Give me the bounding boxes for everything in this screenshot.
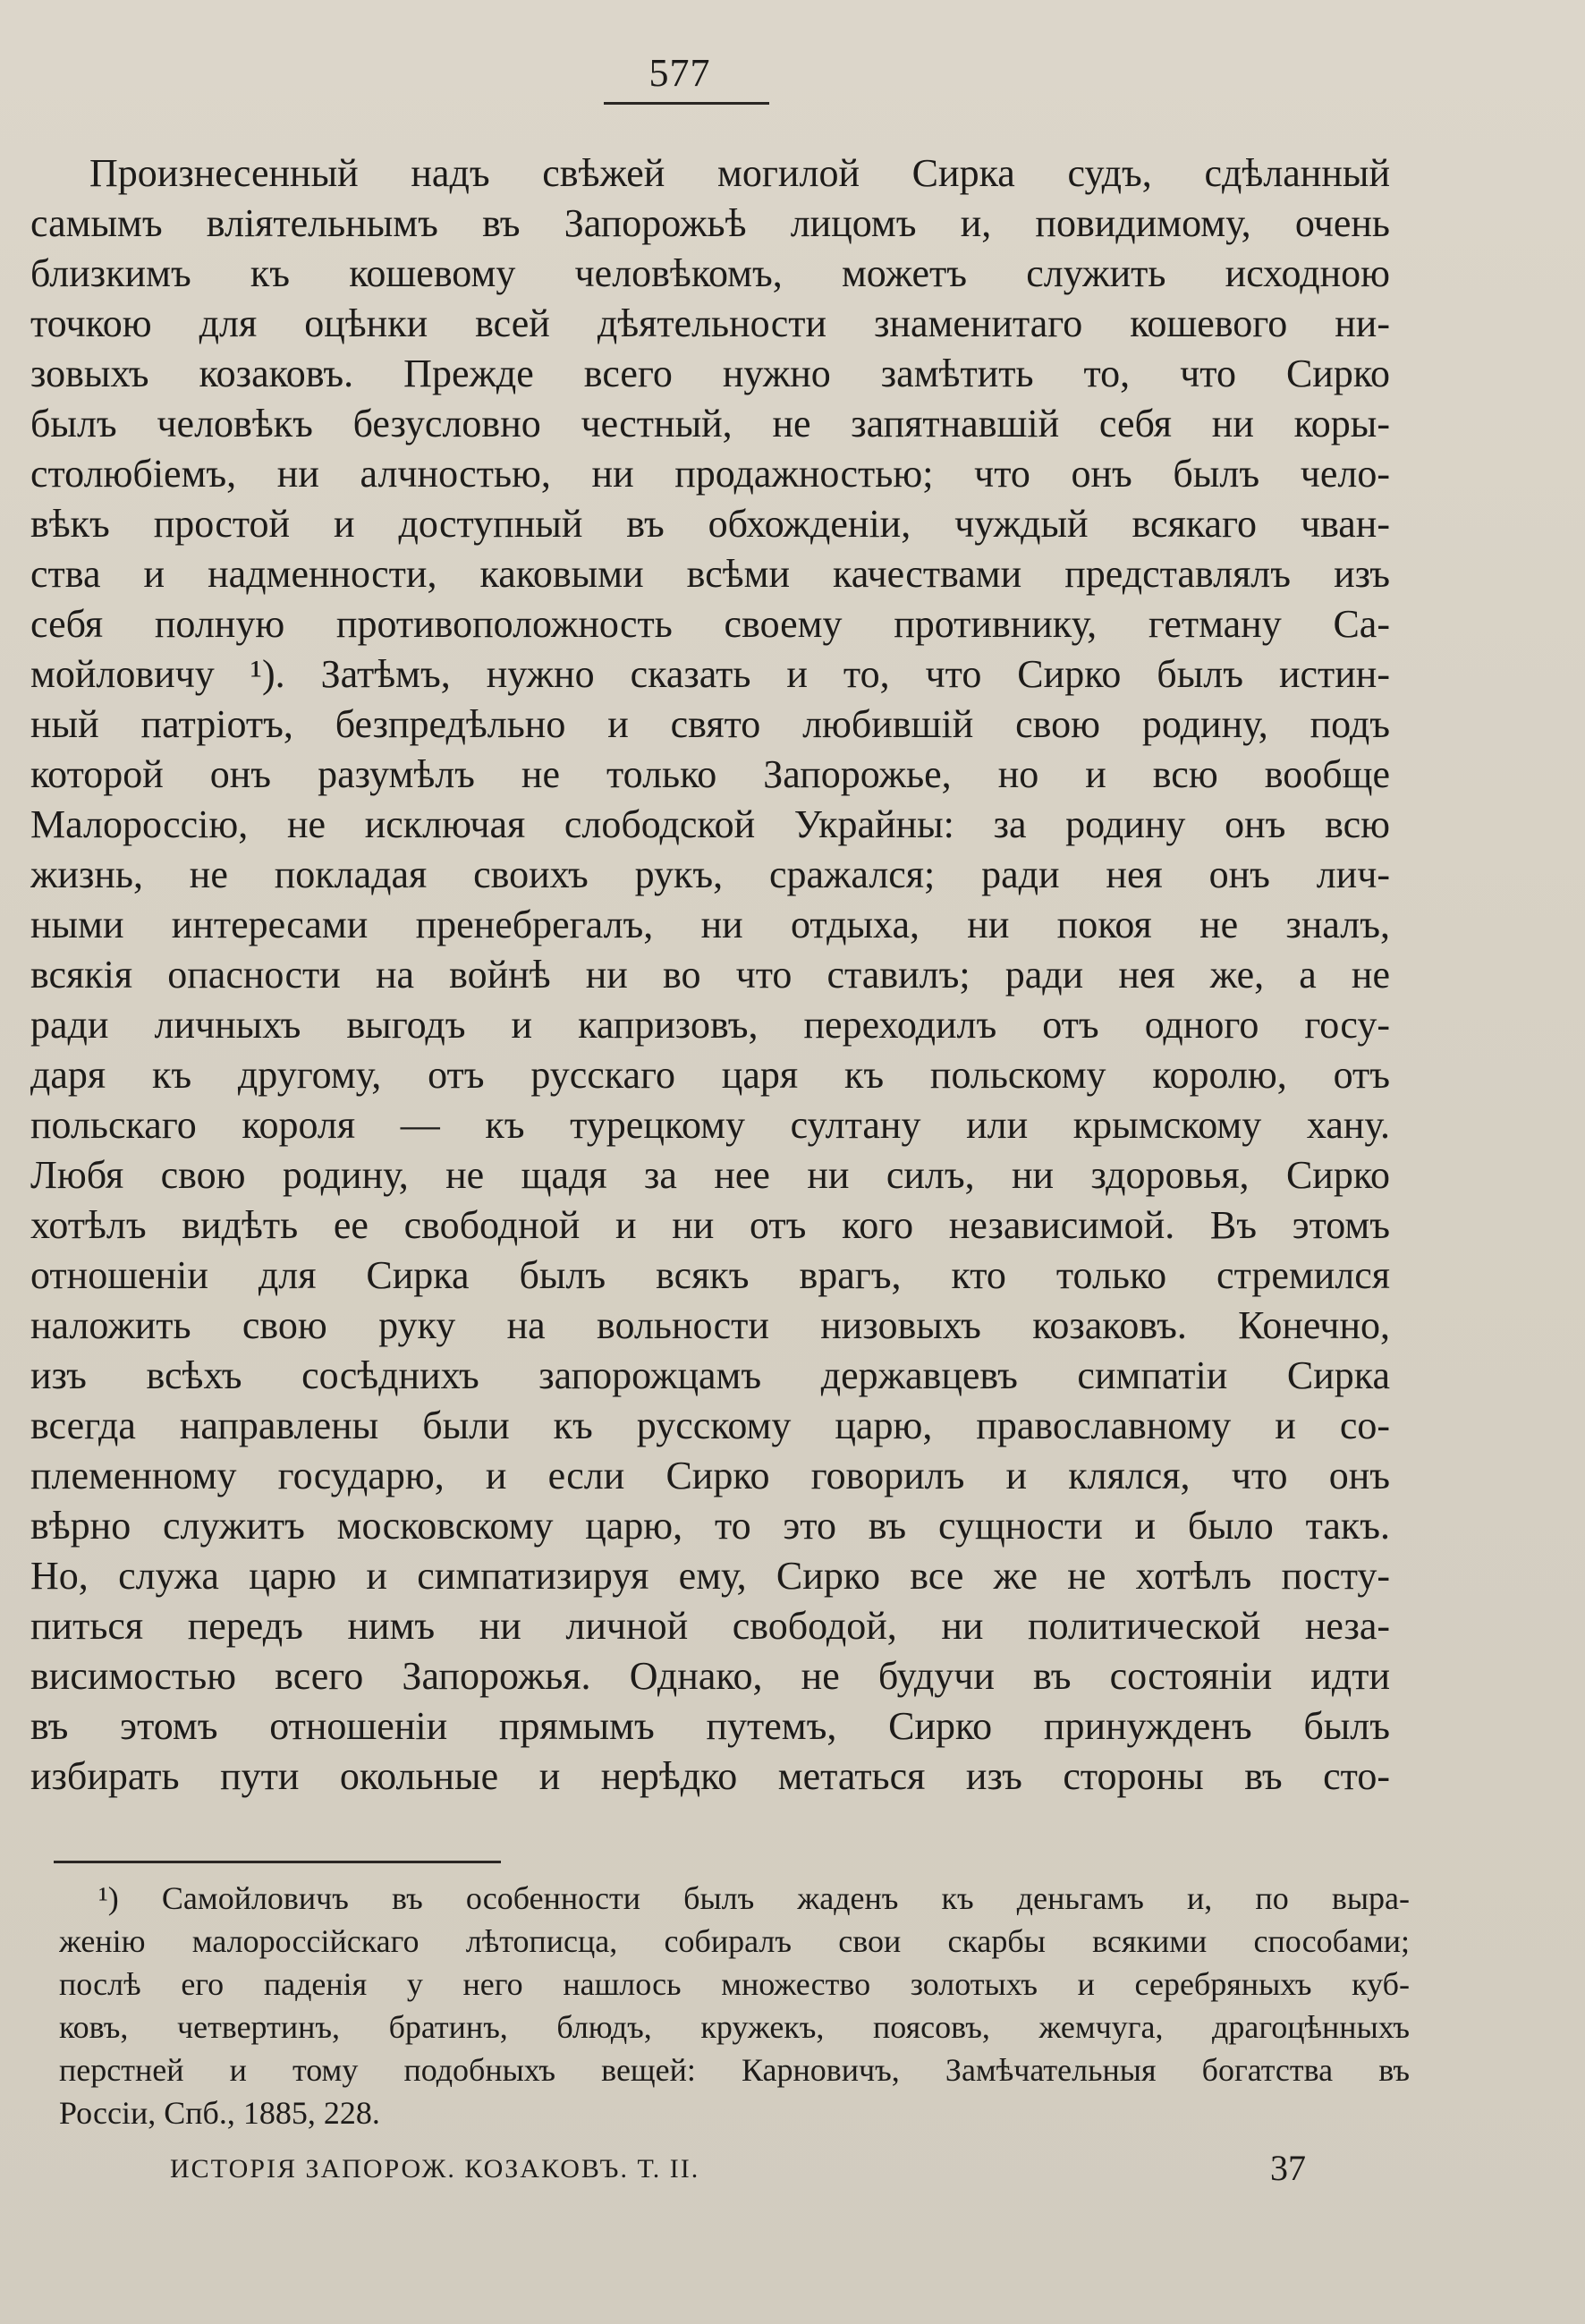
footnote-line: ¹) Самойловичъ въ особенности былъ жаденъ къ деньгамъ и, по выра- <box>98 1880 1410 1916</box>
page-footer <box>170 2147 1306 2192</box>
text-line: хотѣлъ видѣть ее свободной и ни отъ кого независимой. Въ этомъ <box>30 1203 1390 1247</box>
page-number-rule <box>604 102 769 105</box>
footnote-line: женію малороссійскаго лѣтописца, собиралъ свои скарбы всякими способами; <box>59 1923 1410 1959</box>
page-number: 577 <box>648 51 711 95</box>
text-line: польскаго короля — къ турецкому султану или крымскому хану. <box>30 1103 1390 1147</box>
text-line: столюбіемъ, ни алчностью, ни продажностью; что онъ былъ чело- <box>30 452 1390 496</box>
sheet-number: 37 <box>1270 2148 1306 2188</box>
text-line: въ этомъ отношеніи прямымъ путемъ, Сирко принужденъ былъ <box>30 1704 1390 1748</box>
text-line: зовыхъ козаковъ. Прежде всего нужно замѣтить то, что Сирко <box>30 352 1390 395</box>
text-line: близкимъ къ кошевому человѣкомъ, можетъ служить исходною <box>30 251 1390 295</box>
text-line: племенному государю, и если Сирко говорилъ и клялся, что онъ <box>30 1454 1390 1497</box>
text-line: былъ человѣкъ безусловно честный, не запятнавшій себя ни коры- <box>30 402 1390 445</box>
text-line: Но, служа царю и симпатизируя ему, Сирко все же не хотѣлъ посту- <box>30 1554 1390 1598</box>
text-line: отношеніи для Сирка былъ всякъ врагъ, кто только стремился <box>30 1253 1390 1297</box>
text-line: ради личныхъ выгодъ и капризовъ, переходилъ отъ одного госу- <box>30 1003 1390 1047</box>
text-line: которой онъ разумѣлъ не только Запорожье, но и всю вообще <box>30 752 1390 796</box>
footnote-line: ковъ, четвертинъ, братинъ, блюдъ, кружекъ, поясовъ, жемчуга, драгоцѣнныхъ <box>59 2009 1410 2045</box>
text-line: вѣрно служитъ московскому царю, то это въ сущности и было такъ. <box>30 1504 1390 1548</box>
text-line: точкою для оцѣнки всей дѣятельности знаменитаго кошевого ни- <box>30 301 1390 345</box>
text-line: избирать пути окольные и нерѣдко метаться изъ стороны въ сто- <box>30 1754 1390 1798</box>
text-line: жизнь, не покладая своихъ рукъ, сражался; ради нея онъ лич- <box>30 852 1390 896</box>
text-line: мойловичу ¹). Затѣмъ, нужно сказать и то, что Сирко былъ истин- <box>30 652 1390 696</box>
body-text <box>30 148 1390 1802</box>
text-line: всякія опасности на войнѣ ни во что ставилъ; ради нея же, а не <box>30 953 1390 997</box>
text-line: даря къ другому, отъ русскаго царя къ польскому королю, отъ <box>30 1053 1390 1097</box>
footnote-separator <box>54 1861 501 1863</box>
footnote-line: послѣ его паденія у него нашлось множество золотыхъ и серебряныхъ куб- <box>59 1966 1410 2002</box>
text-line: вѣкъ простой и доступный въ обхожденіи, чуждый всякаго чван- <box>30 502 1390 546</box>
footnote-line: Россіи, Спб., 1885, 228. <box>59 2095 380 2131</box>
text-line: всегда направлены были къ русскому царю, православному и со- <box>30 1404 1390 1447</box>
text-line: Произнесенный надъ свѣжей могилой Сирка судъ, сдѣланный <box>89 151 1390 195</box>
text-line: себя полную противоположность своему противнику, гетману Са- <box>30 602 1390 646</box>
text-line: ными интересами пренебрегалъ, ни отдыха, ни покоя не зналъ, <box>30 903 1390 946</box>
footnote-line: перстней и тому подобныхъ вещей: Карновичъ, Замѣчательныя богатства въ <box>59 2052 1410 2088</box>
text-line: изъ всѣхъ сосѣднихъ запорожцамъ державцевъ симпатіи Сирка <box>30 1353 1390 1397</box>
text-line: ный патріотъ, безпредѣльно и свято любившій свою родину, подъ <box>30 702 1390 746</box>
text-line: наложить свою руку на вольности низовыхъ козаковъ. Конечно, <box>30 1303 1390 1347</box>
text-line: висимостью всего Запорожья. Однако, не будучи въ состояніи идти <box>30 1654 1390 1698</box>
footnote <box>59 1877 1410 2134</box>
text-line: питься передъ нимъ ни личной свободой, ни политической неза- <box>30 1604 1390 1648</box>
text-line: Любя свою родину, не щадя за нее ни силъ, ни здоровья, Сирко <box>30 1153 1390 1197</box>
text-line: ства и надменности, каковыми всѣми качествами представлялъ изъ <box>30 552 1390 596</box>
text-line: самымъ вліятельнымъ въ Запорожьѣ лицомъ и, повидимому, очень <box>30 201 1390 245</box>
text-line: Малороссію, не исключая слободской Украйны: за родину онъ всю <box>30 802 1390 846</box>
printer-signature: ИСТОРІЯ ЗАПОРОЖ. КОЗАКОВЪ. Т. II. <box>170 2154 700 2184</box>
